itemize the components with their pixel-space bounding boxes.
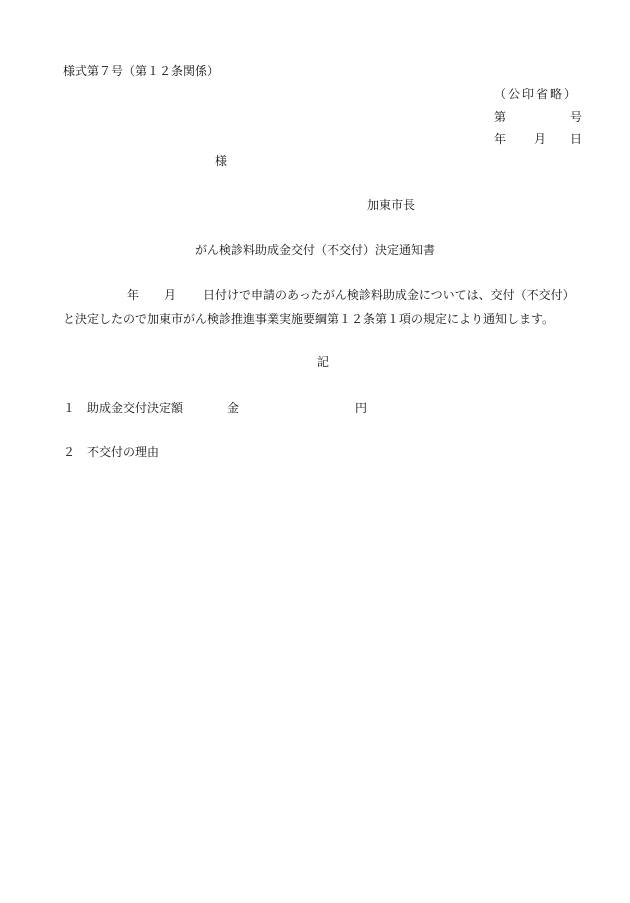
form-number: 様式第７号（第１２条関係） xyxy=(63,64,220,78)
body-line-1-text: 日付けで申請のあったがん検診料助成金については、交付（不交付） xyxy=(203,288,575,302)
body-month-label: 月 xyxy=(164,288,177,302)
body-line-2: と決定したので加東市がん検診推進事業実施要綱第１２条第１項の規定により通知します。 xyxy=(63,312,555,326)
seal-omitted-note: （公印省略） xyxy=(494,87,579,101)
date-month-label: 月 xyxy=(534,132,547,146)
item-number: １ xyxy=(63,401,76,415)
number-prefix: 第 xyxy=(494,110,507,124)
amount-prefix: 金 xyxy=(227,401,240,415)
addressee-suffix: 様 xyxy=(215,154,228,168)
document-title: がん検診料助成金交付（不交付）決定通知書 xyxy=(194,243,435,257)
body-year-label: 年 xyxy=(127,288,140,302)
number-suffix: 号 xyxy=(569,110,582,124)
amount-unit: 円 xyxy=(355,401,368,415)
item-label: 不交付の理由 xyxy=(87,445,160,459)
sender-name: 加東市長 xyxy=(367,198,416,212)
date-year-label: 年 xyxy=(494,132,507,146)
ki-heading: 記 xyxy=(316,355,329,369)
item-number: ２ xyxy=(63,445,76,459)
item-label: 助成金交付決定額 xyxy=(87,401,184,415)
date-day-label: 日 xyxy=(569,132,582,146)
